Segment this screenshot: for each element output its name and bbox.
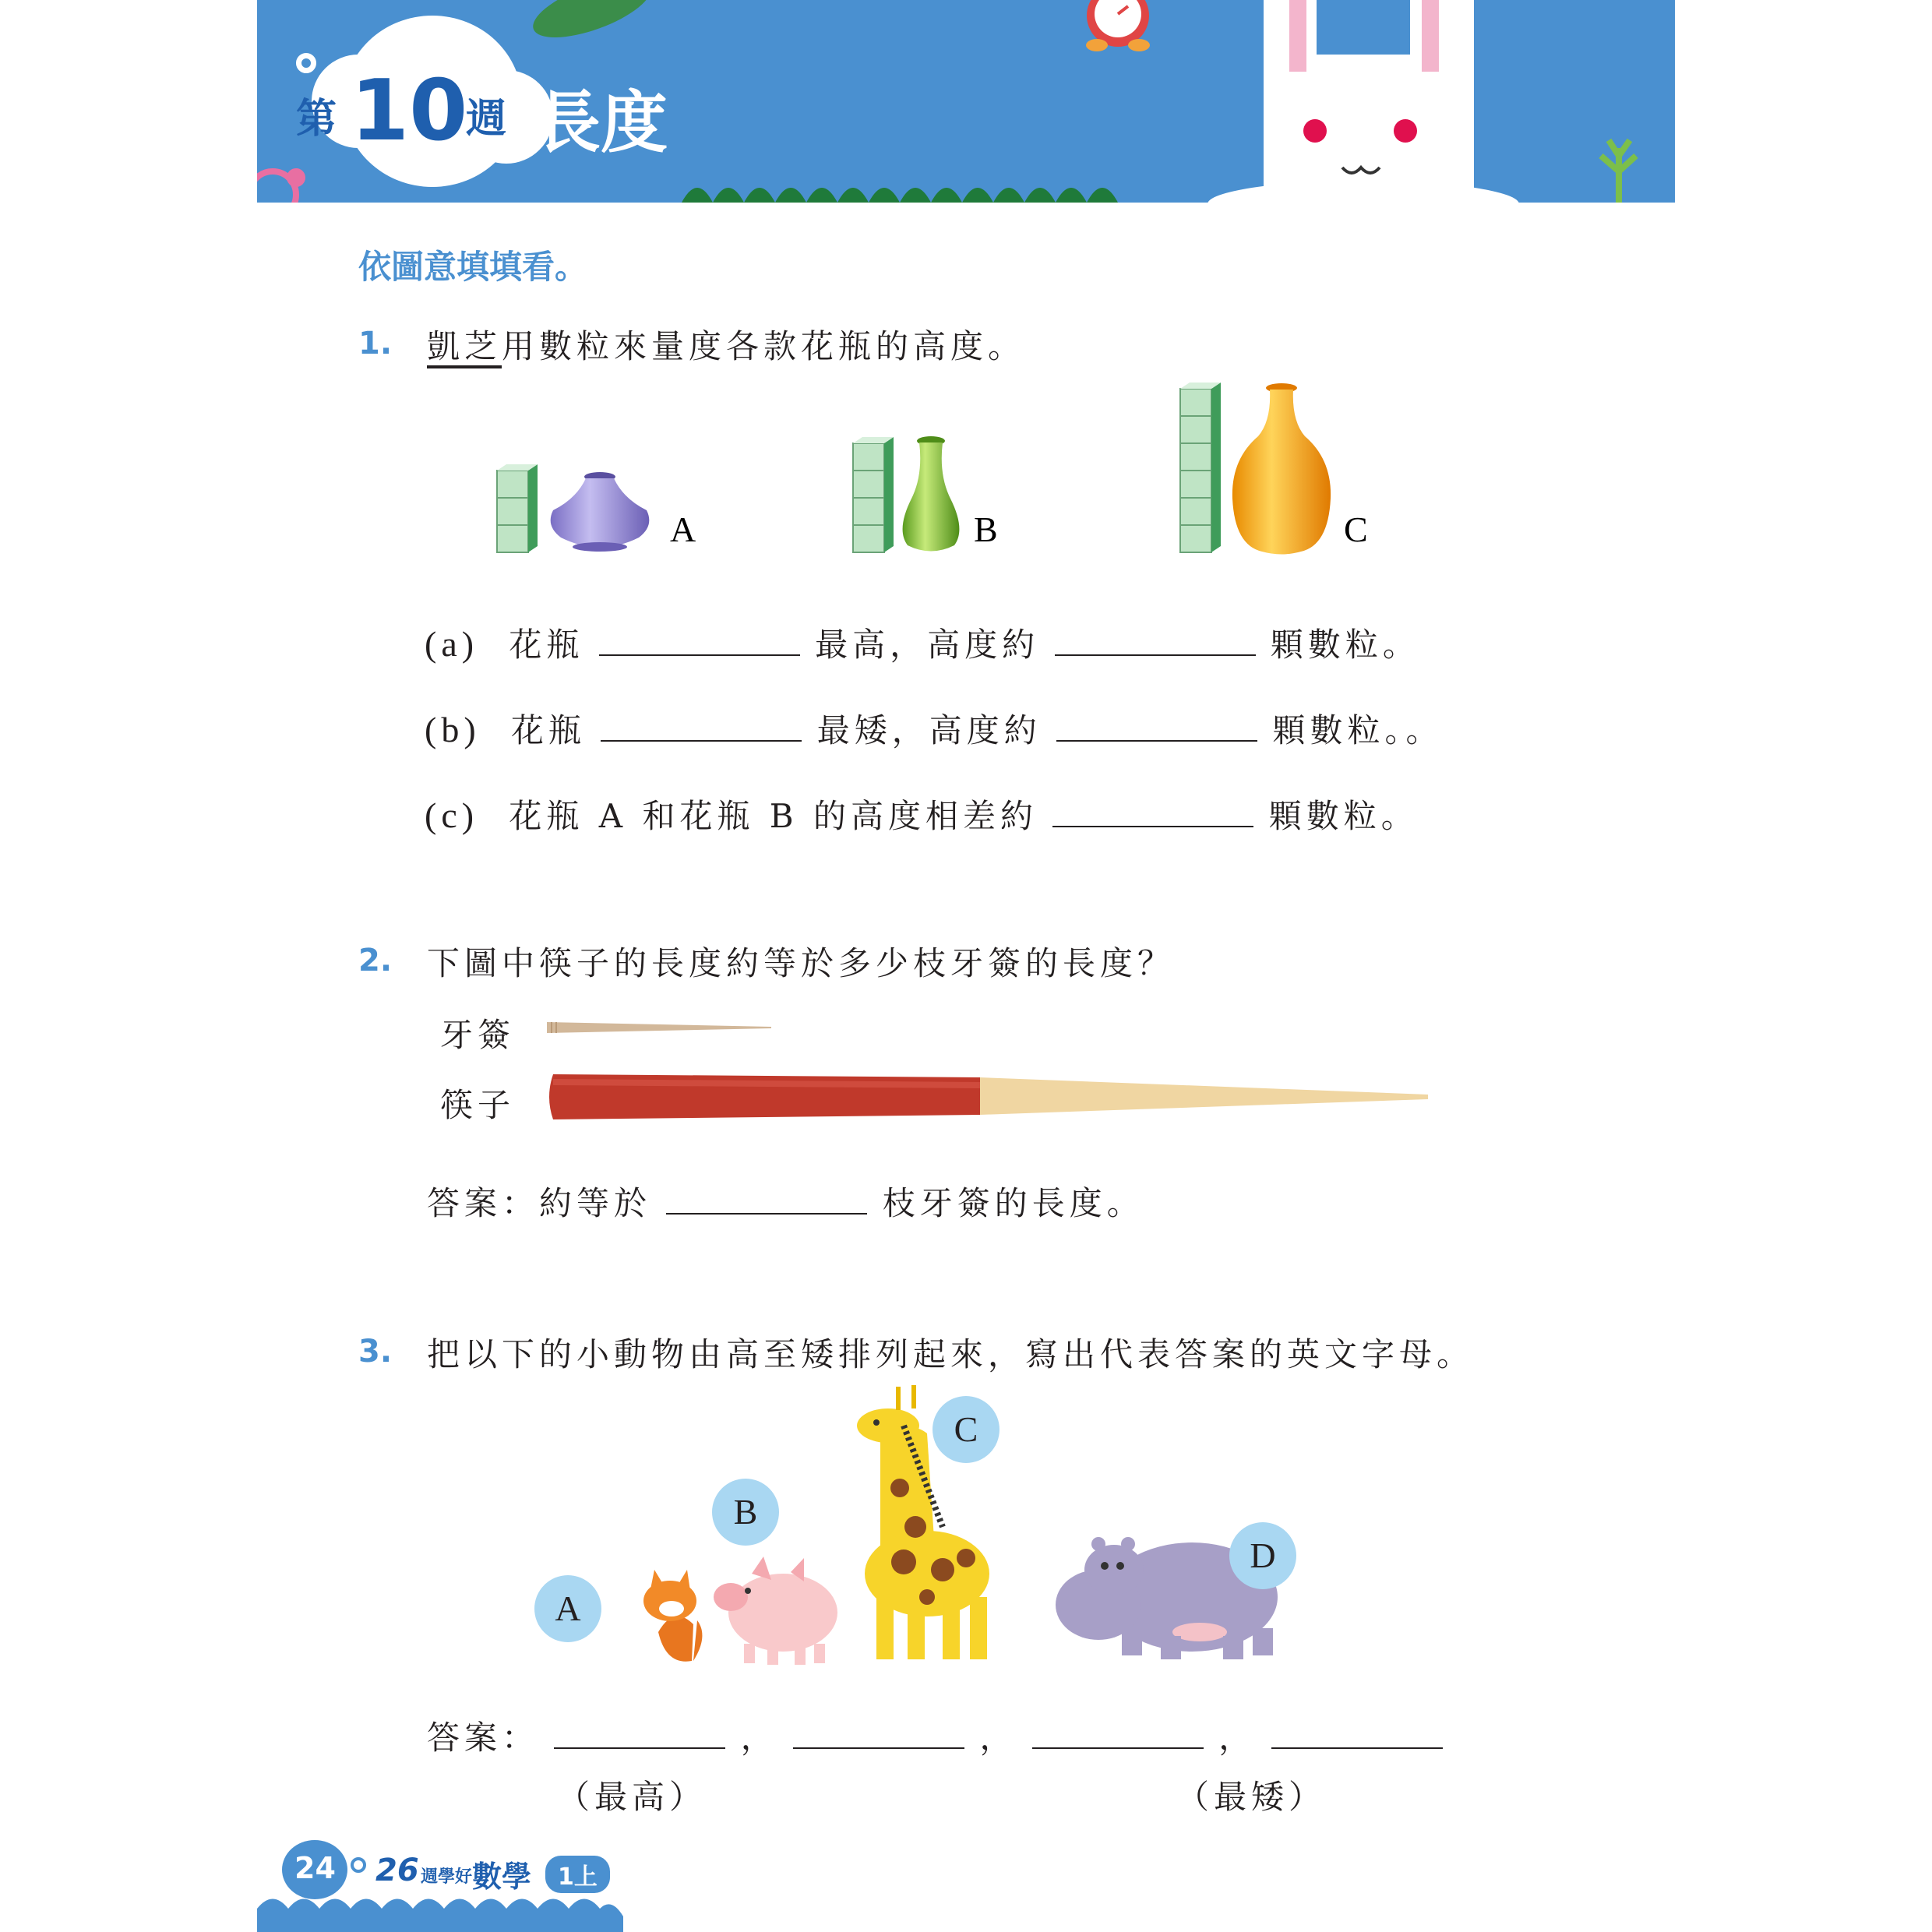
vase-label-b: B — [974, 509, 998, 549]
cube-stack-a — [497, 464, 538, 552]
cube-stack-c — [1180, 383, 1221, 552]
q1-name: 凱芝 — [427, 327, 502, 365]
animal-label-c: C — [933, 1396, 999, 1463]
q1c-row — [425, 791, 1419, 837]
toothpick-image — [545, 1017, 779, 1038]
q1b-mid: 最矮，高度約 — [816, 711, 1042, 749]
q2-answer-post: 枝牙簽的長度。 — [882, 1184, 1144, 1222]
q1b-blank-vase[interactable] — [601, 734, 802, 742]
q2-answer-row — [427, 1178, 1144, 1225]
grade-badge: 1上 — [545, 1856, 610, 1893]
ring-icon — [296, 53, 316, 73]
animal-label-b: B — [712, 1479, 779, 1546]
animal-label-a: A — [534, 1575, 601, 1642]
instruction: 依圖意填填看。 — [358, 248, 588, 286]
week-prefix: 第 — [296, 96, 337, 143]
q1a-pre: 花瓶 — [509, 626, 584, 664]
q3-answer-row — [427, 1712, 1443, 1759]
q3-sep-1: ， — [740, 1719, 778, 1757]
q3-blank-2[interactable] — [793, 1741, 964, 1749]
q1c-post: 顆數粒。 — [1268, 797, 1419, 835]
shortest-hint: （最矮） — [1176, 1778, 1327, 1816]
q3-blank-1[interactable] — [554, 1741, 725, 1749]
vase-a — [551, 472, 650, 552]
q1c-blank-count[interactable] — [1052, 820, 1253, 827]
topic-title: 長度 — [534, 84, 668, 162]
q1b-post: 顆數粒。。 — [1272, 711, 1444, 749]
vase-c — [1232, 383, 1331, 555]
q1-text — [427, 321, 1025, 368]
q1c-pre: 花瓶 A 和花瓶 B 的高度相差約 — [509, 797, 1038, 835]
q1a-row — [425, 619, 1420, 666]
vase-label-c: C — [1344, 509, 1368, 549]
q1a-tag: (a) — [425, 624, 479, 664]
vases-figure — [483, 382, 1418, 569]
q3-blank-4[interactable] — [1271, 1741, 1443, 1749]
vase-b — [903, 436, 960, 552]
q1a-mid: 最高，高度約 — [815, 626, 1040, 664]
q1b-tag: (b) — [425, 710, 481, 749]
series-text: 週學好 — [421, 1867, 473, 1887]
q1a-blank-count[interactable] — [1055, 648, 1256, 656]
chopstick-image — [544, 1071, 1432, 1126]
chopstick-label: 筷子 — [440, 1086, 516, 1124]
q2-number: 2. — [358, 943, 393, 978]
toothpick-label: 牙簽 — [440, 1016, 516, 1054]
subject: 數學 — [472, 1860, 532, 1894]
cube-stack-b — [853, 437, 894, 552]
q3-blank-3[interactable] — [1032, 1741, 1204, 1749]
q1a-post: 顆數粒。 — [1270, 626, 1420, 664]
tallest-hint: （最高） — [557, 1778, 707, 1816]
animal-label-d: D — [1229, 1522, 1296, 1589]
q2-answer-pre: 答案：約等於 — [427, 1184, 652, 1222]
vase-label-a: A — [670, 509, 696, 549]
page-number: 24 — [294, 1851, 336, 1885]
q3-sep-3: ， — [1218, 1719, 1257, 1757]
q2-text: 下圖中筷子的長度約等於多少枝牙簽的長度？ — [427, 944, 1176, 982]
q1a-blank-vase[interactable] — [599, 648, 800, 656]
q3-text: 把以下的小動物由高至矮排列起來，寫出代表答案的英文字母。 — [427, 1335, 1475, 1373]
week-number: 10 — [351, 62, 468, 160]
q3-answer-label: 答案： — [427, 1719, 540, 1757]
header-banner — [257, 0, 1675, 203]
q2-answer-blank[interactable] — [666, 1207, 867, 1215]
week-suffix: 週 — [466, 96, 507, 143]
ring-icon — [351, 1857, 366, 1873]
fox-image — [643, 1570, 702, 1662]
series-number: 26 — [375, 1853, 419, 1888]
q3-sep-2: ， — [979, 1719, 1017, 1757]
q1b-pre: 花瓶 — [511, 711, 587, 749]
q1-number: 1. — [358, 326, 393, 361]
q1-question: 用數粒來量度各款花瓶的高度。 — [502, 327, 1026, 365]
q1b-row — [425, 705, 1443, 752]
pig-image — [714, 1557, 837, 1665]
q1c-tag: (c) — [425, 795, 479, 835]
q1b-blank-count[interactable] — [1056, 734, 1257, 742]
q3-number: 3. — [358, 1334, 393, 1370]
